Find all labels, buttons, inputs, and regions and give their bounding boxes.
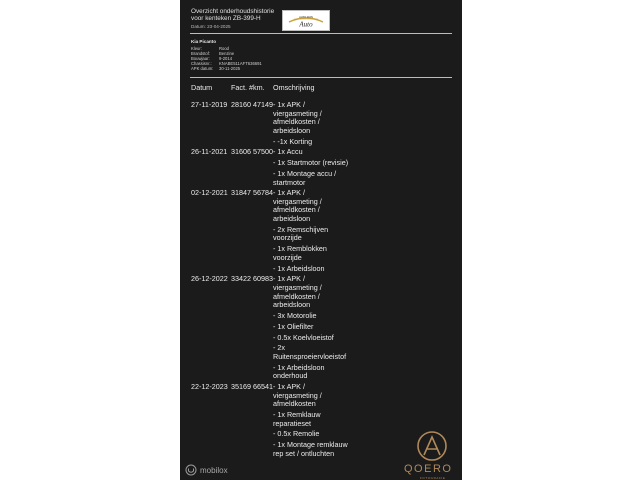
photographer-watermark	[402, 428, 462, 480]
vehicle-field-value: 9-2014	[219, 56, 233, 62]
table-row	[191, 138, 451, 147]
table-row	[191, 101, 451, 135]
vehicle-info	[191, 39, 351, 71]
vehicle-model: Kia Picanto	[191, 39, 217, 44]
table-row	[191, 364, 451, 381]
vehicle-field-value: KNABE511AFT636691	[219, 61, 262, 67]
table-row	[191, 265, 451, 274]
document-title-line1: Overzicht onderhoudshistorie	[191, 8, 275, 15]
watermark-subtext: FOTOGRAFIE	[420, 476, 446, 480]
vehicle-field-value: Rood	[219, 46, 230, 51]
col-desc-header: Omschrijving	[273, 83, 315, 92]
row-description: - 2x Remschijven voorzijde	[273, 224, 329, 243]
col-km-header: km.	[253, 83, 265, 92]
row-description: - 1x Startmotor (revisie)	[273, 158, 349, 168]
document-date: Datum: 23-04-2025	[191, 23, 231, 29]
table-row	[191, 170, 451, 187]
header-divider	[190, 33, 452, 34]
row-invoice: 33422	[231, 274, 251, 284]
row-invoice: 35169	[231, 382, 251, 392]
vehicle-field-value: Benzine	[219, 51, 235, 57]
vehicle-field-label: APK datum:	[191, 66, 214, 72]
vehicle-divider	[190, 77, 452, 78]
col-date-header: Datum	[191, 83, 213, 92]
row-date: 26-12-2022	[191, 274, 228, 284]
vehicle-field-label: Brandstof:	[191, 51, 211, 57]
table-row	[191, 323, 451, 332]
col-fact-header: Fact. #	[231, 83, 253, 92]
table-row	[191, 245, 451, 262]
row-km: 57500	[253, 147, 273, 157]
vehicle-field-value: 30-11-2025	[219, 66, 241, 72]
row-date: 22-12-2023	[191, 382, 228, 392]
mobilox-brand	[185, 463, 228, 477]
row-km: 60983	[253, 274, 273, 284]
document-page	[180, 0, 462, 480]
garage-logo	[282, 10, 330, 31]
table-row	[191, 226, 451, 243]
table-row	[191, 383, 451, 409]
table-row	[191, 189, 451, 223]
row-description: - 1x Montage remklauw rep set / ontluchten	[273, 440, 348, 458]
table-row	[191, 275, 451, 309]
row-description: - 2x Ruitensproeiervloeistof	[273, 343, 347, 361]
table-row	[191, 312, 451, 321]
row-description: - 3x Motorolie	[273, 310, 317, 320]
row-description: - 1x Oliefilter	[273, 321, 314, 331]
row-description: - 1x APK / viergasmeting / afmeldkosten / arbeidsloon	[273, 100, 322, 135]
row-description: - -1x Korting	[273, 136, 313, 146]
svg-text:AUTO RIJN: AUTO RIJN	[299, 16, 313, 19]
mobilox-name: mobilox	[200, 465, 228, 475]
mobilox-icon	[185, 464, 197, 476]
table-row	[191, 411, 451, 428]
table-row	[191, 159, 451, 168]
row-description: - 1x APK / viergasmeting / afmeldkosten	[273, 382, 322, 409]
vehicle-field-label: Kleur:	[191, 46, 202, 51]
row-invoice: 31847	[231, 188, 251, 198]
row-description: - 0.5x Remolie	[273, 429, 320, 439]
row-description: - 0.5x Koelvloeistof	[273, 332, 334, 342]
table-row	[191, 148, 451, 157]
row-description: - 1x Arbeidsloon	[273, 263, 325, 273]
vehicle-field-label: Bouwjaar:	[191, 56, 210, 62]
row-invoice: 28160	[231, 100, 251, 109]
row-km: 66541	[253, 382, 273, 392]
row-date: 27-11-2019	[191, 100, 228, 109]
row-description: - 1x APK / viergasmeting / afmeldkosten / arbeidsloon	[273, 274, 322, 310]
garage-logo-graphic	[286, 13, 326, 28]
row-description: - 1x Remblokken voorzijde	[273, 244, 327, 262]
row-km: 47149	[253, 100, 273, 109]
row-description: - 1x Accu	[273, 147, 303, 157]
vehicle-field	[191, 66, 351, 71]
document-title-line2: voor kenteken ZB-399-H	[191, 15, 261, 23]
table-row	[191, 344, 451, 361]
row-date: 02-12-2021	[191, 188, 228, 198]
maintenance-table	[191, 101, 451, 458]
table-row	[191, 334, 451, 343]
row-description: - 1x APK / viergasmeting / afmeldkosten / arbeidsloon	[273, 188, 322, 224]
watermark-logo-icon	[402, 428, 462, 464]
row-km: 56784	[253, 188, 273, 198]
row-description: - 1x Arbeidsloon onderhoud	[273, 362, 325, 381]
row-description: - 1x Montage accu / startmotor	[273, 168, 337, 187]
vehicle-field-label: Chassisnr.:	[191, 61, 212, 67]
watermark-text: QOERO	[404, 463, 453, 475]
row-date: 26-11-2021	[191, 147, 228, 157]
row-description: - 1x Remklauw reparatieset	[273, 410, 321, 428]
row-invoice: 31606	[231, 147, 251, 157]
svg-text:Auto: Auto	[299, 20, 313, 28]
